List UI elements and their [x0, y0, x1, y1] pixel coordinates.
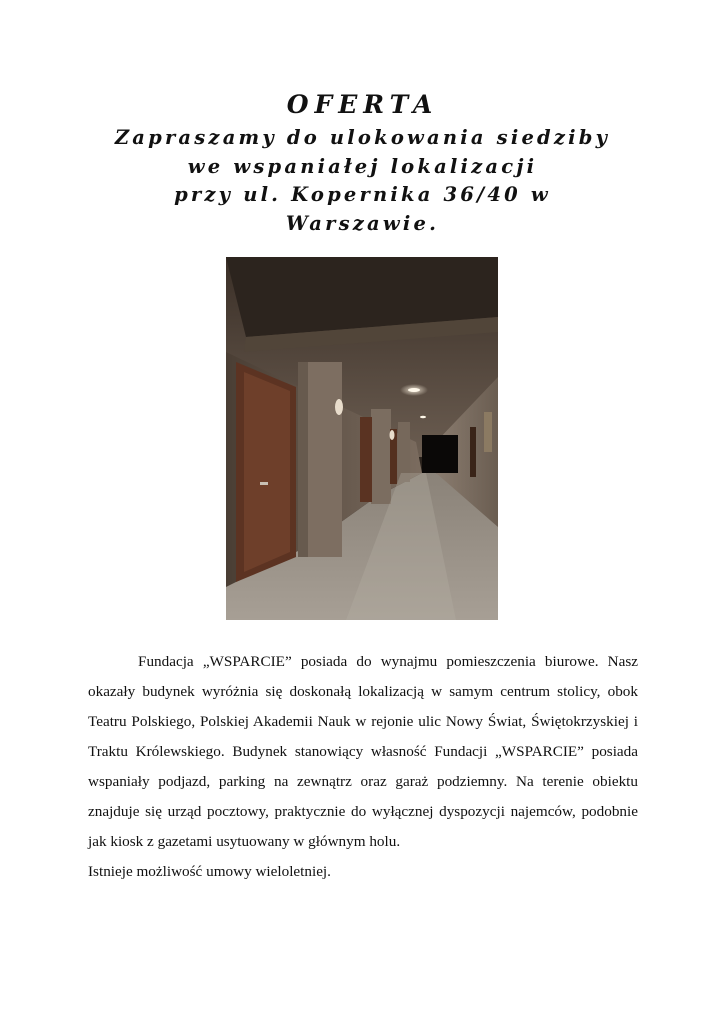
corridor-photo: [226, 257, 498, 620]
subtitle-line-4: Warszawie.: [285, 211, 440, 235]
subtitle-line-2: we wspaniałej lokalizacji: [187, 154, 538, 178]
document-title: OFERTA: [286, 90, 439, 119]
offer-description: [88, 647, 638, 887]
subtitle-line-3: przy ul. Kopernika 36/40 w: [174, 183, 551, 206]
corridor-illustration: [226, 257, 498, 620]
paragraph-contract-note: Istnieje możliwość umowy wieloletniej.: [88, 863, 331, 880]
document-subtitle: [90, 124, 635, 238]
subtitle-line-1: Zapraszamy do ulokowania siedziby: [114, 126, 611, 149]
paragraph-main: Fundacja „WSPARCIE” posiada do wynajmu pomieszczenia biurowe. Nasz okazały budynek wyróżnia się doskonałą lokalizacją w samym centrum stolicy, obok Teatru Polskiego, Polskiej Akademii Nauk w rejonie ulic Nowy Świat, Świętokrzyskiej i Traktu Królewskiego. Budynek stanowiący własność Fundacji „WSPARCIE” posiada wspaniały podjazd, parking na zewnątrz oraz garaż podziemny. Na terenie obiektu znajduje się urząd pocztowy, praktycznie do wyłącznej dyspozycji najemców, podobnie jak kiosk z gazetami usytuowany w głównym holu.: [88, 653, 638, 850]
